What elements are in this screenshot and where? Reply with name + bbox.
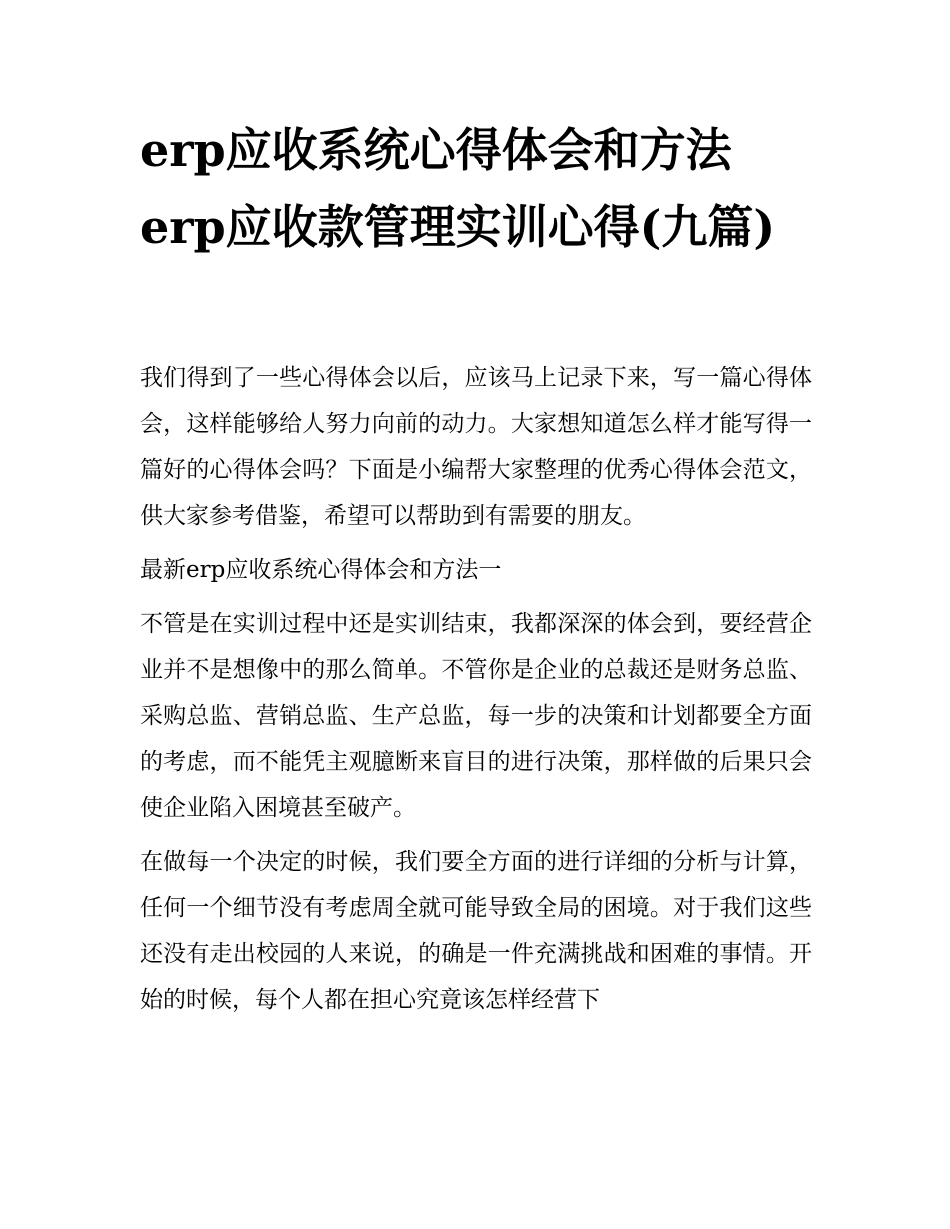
intro-paragraph: 我们得到了一些心得体会以后，应该马上记录下来，写一篇心得体会，这样能够给人努力向前的动力。大家想知道怎么样才能写得一篇好的心得体会吗？下面是小编帮大家整理的优秀心得体会范文，供大家参考借鉴，希望可以帮助到有需要的朋友。 (140, 365, 812, 529)
section-heading: 最新erp应收系统心得体会和方法一 (140, 557, 502, 583)
body-paragraph: 不管是在实训过程中还是实训结束，我都深深的体会到，要经营企业并不是想像中的那么简单。不管你是企业的总裁还是财务总监、采购总监、营销总监、生产总监，每一步的决策和计划都要全方面的考虑，而不能凭主观臆断来盲目的进行决策，那样做的后果只会使企业陷入困境甚至破产。 (140, 611, 812, 821)
document-body (140, 355, 812, 1031)
body-paragraph: 在做每一个决定的时候，我们要全方面的进行详细的分析与计算，任何一个细节没有考虑周全就可能导致全局的困境。对于我们这些还没有走出校园的人来说，的确是一件充满挑战和困难的事情。开始的时候，每个人都在担心究竟该怎样经营下 (140, 849, 812, 1013)
document-title: erp应收系统心得体会和方法 erp应收款管理实训心得(九篇) (140, 123, 776, 254)
